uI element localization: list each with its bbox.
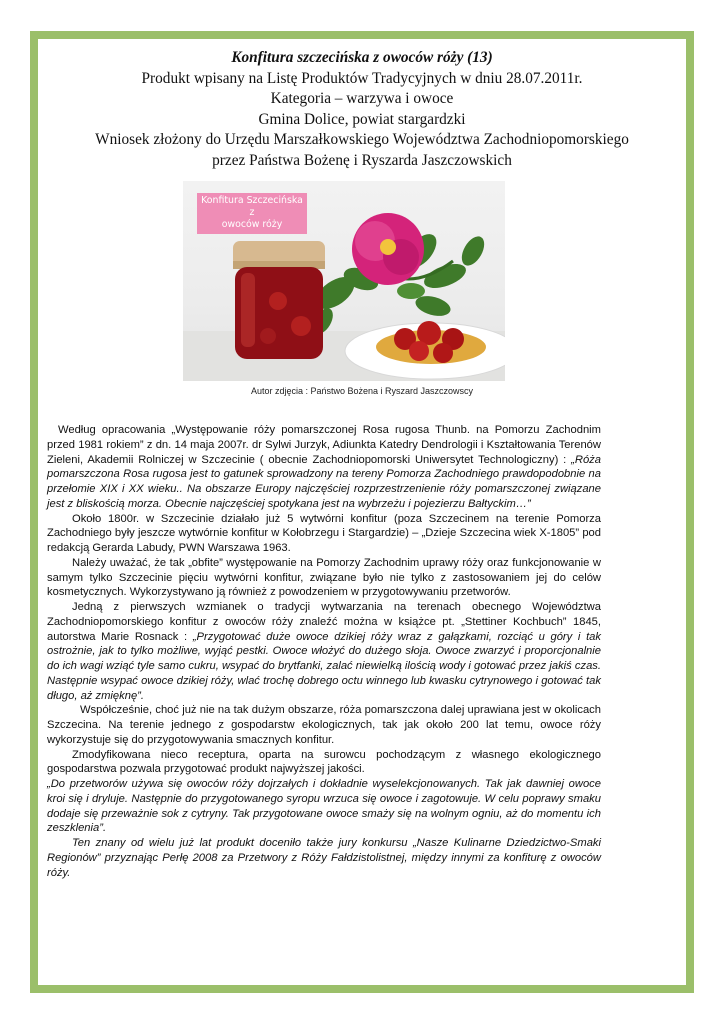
paragraph-1 bbox=[47, 423, 601, 512]
header-line-application: Wniosek złożony do Urzędu Marszałkowskiego Województwa Zachodniopomorskiego bbox=[95, 131, 629, 149]
header-line-registration: Produkt wpisany na Listę Produktów Tradycyjnych w dniu 28.07.2011r. bbox=[141, 69, 583, 87]
paragraph-1-quote: „Róża pomarszczona Rosa rugosa jest to gatunek sprowadzony na tereny Pomorza Zachodniego prawdopodobnie na przełomie XIX i XX wieku.. Na obszarze Europy najczęściej rozprzestrzenienie róży pomarszczonej związane jest z bliskością morza. Obecnie najczęściej spotykana jest na wybrzeżu i pojezierzu Bałtyckim…” bbox=[47, 453, 601, 510]
paragraph-3: Należy uważać, że tak „obfite” występowanie na Pomorzy Zachodnim uprawy róży oraz funkcjonowanie w samym tylko Szczecinie pięciu wytwórni konfitur, związane było nie tylko z zastosowaniem jej do celów kosmetycznych. Wykorzystywano ją również z powodzeniem w przygotowywaniu przetworów. bbox=[47, 556, 601, 599]
header-line-applicants: przez Państwa Bożenę i Ryszarda Jaszczowskich bbox=[212, 151, 512, 169]
header-line-municipality: Gmina Dolice, powiat stargardzki bbox=[258, 110, 466, 128]
paragraph-8: Ten znany od wielu już lat produkt doceniło także jury konkursu „Nasze Kulinarne Dziedzictwo-Smaki Regionów” przyznając Perłę 2008 za Przetwory z Róży Fałdzistolistnej, między innymi za konfiturę z owoców róży. bbox=[47, 837, 601, 879]
photo-label bbox=[197, 193, 307, 234]
document-header bbox=[0, 48, 724, 172]
header-line-category: Kategoria – warzywa i owoce bbox=[270, 90, 454, 108]
paragraph-6: Zmodyfikowana nieco receptura, oparta na surowcu pochodzącym z własnego ekologicznego gospodarstwa pozwala przygotować produkt najwyższej jakości. bbox=[47, 748, 601, 776]
paragraph-4 bbox=[47, 600, 601, 703]
paragraph-1-text: Według opracowania „Występowanie róży pomarszczonej Rosa rugosa Thunb. na Pomorzu Zachodnim przed 1981 rokiem” z dn. 14 maja 2007r. dr Sylwi Jurzyk, Adiunkta Katedry Dendrologii i Kształtowania Terenów Zieleni, Akademii Rolniczej w Szczecinie ( obecnie Zachodniopomorski Uniwersytet Technologiczny) : bbox=[47, 424, 601, 466]
paragraph-2: Około 1800r. w Szczecinie działało już 5 wytwórni konfitur (poza Szczecinem na terenie Pomorza Zachodniego były jeszcze wytwórnie konfitur w Kołobrzegu i Stargardzie) – „Dzieje Szczecina wiek X-1805” pod redakcją Gerarda Labudy, PWN Warszawa 1963. bbox=[47, 512, 601, 554]
rose-flower bbox=[352, 213, 424, 285]
photo-label-line-1: Konfitura Szczecińska bbox=[201, 195, 303, 206]
photo-label-line-3: owoców róży bbox=[221, 219, 283, 230]
paragraph-5: Współcześnie, choć już nie na tak dużym obszarze, róża pomarszczona dalej uprawiana jest w okolicach Szczecina. Na terenie jednego z gospodarstw ekologicznych, tak jak około 200 lat temu, owoce róży wykorzystuje się do przygotowywania smacznych konfitur. bbox=[47, 704, 601, 746]
document-title: Konfitura szczecińska z owoców róży (13) bbox=[231, 49, 493, 66]
paragraph-4-text: Jedną z pierwszych wzmianek o tradycji wytwarzania na terenach obecnego Województwa Zachodniopomorskiego konfitur z owoców róży znaleźć można w książce pt. „Stettiner Kochbuch” 1845, autorstwa Marie Rosnack : bbox=[47, 601, 601, 643]
paragraph-4-quote: „Przygotować duże owoce dzikiej róży wraz z gałązkami, rozciąć u góry i tak ostrożnie, jak to tylko możliwe, wyjąć pestki. Owoce włożyć do dużego słoja. Owoce zwarzyć i proporcjonalnie do ich wagi wziąć tyle samo cukru, wsypać do brytfanki, zalać niewielką ilością wody i gotować przez jakiś czas. Następnie wsypać owoce dzikiej róży, wlać trochę dobrego octu winnego lub kwasku cytrynowego i gotować tak długo, aż zmięknę”. bbox=[47, 630, 601, 702]
product-photo bbox=[183, 181, 505, 381]
paragraph-7-quote: „Do przetworów używa się owoców róży dojrzałych i dokładnie wyselekcjonowanych. Tak jak dawniej owoce kroi się i dryluje. Następnie do przygotowanego syropu wrzuca się owoce i zagotowuje. W celu poprawy smaku dodaje się przeważnie sok z cytryny. Tak przygotowane owoce smaży się na wolnym ogniu, aż do momentu ich zeszklenia”. bbox=[47, 778, 601, 835]
document-body bbox=[47, 423, 601, 880]
jam-jar bbox=[233, 241, 325, 359]
photo-caption: Autor zdjęcia : Państwo Bożena i Ryszard Jaszczowscy bbox=[250, 386, 474, 396]
photo-label-line-2: z bbox=[249, 207, 255, 218]
plate-with-jam bbox=[345, 321, 505, 379]
